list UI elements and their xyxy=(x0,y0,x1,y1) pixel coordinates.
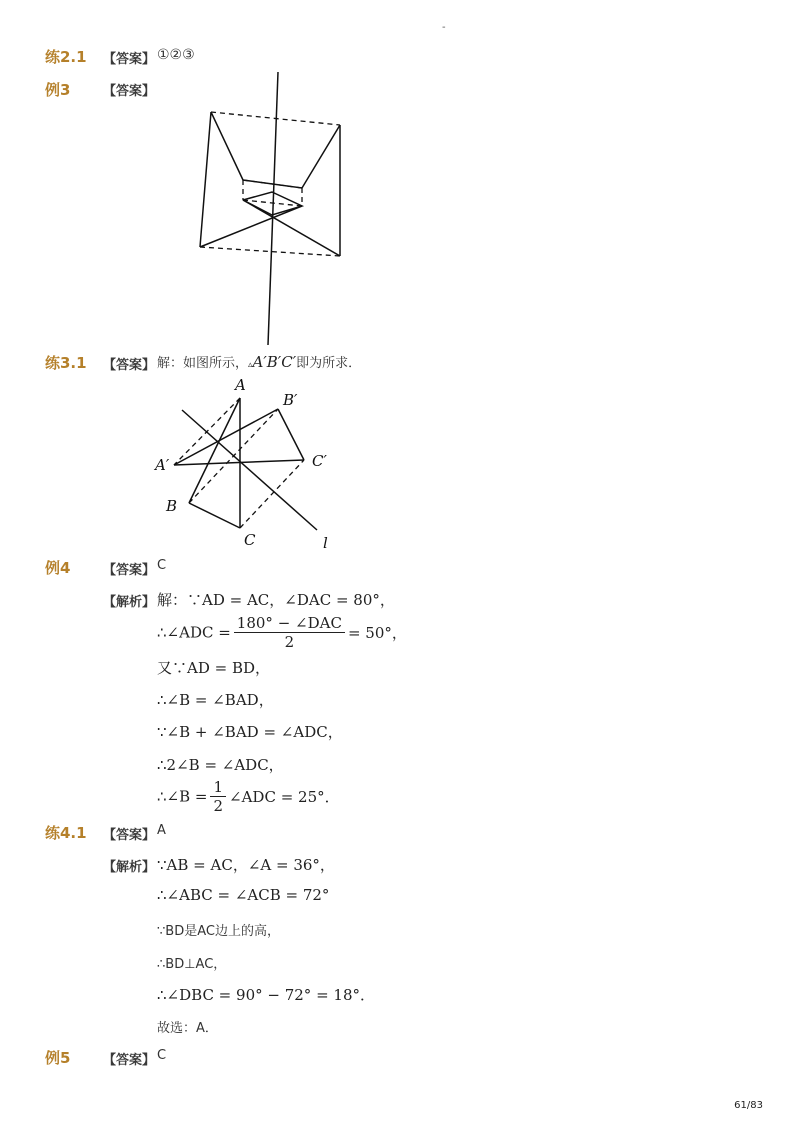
li4-line-2-rhs: = 50°， xyxy=(347,624,407,642)
answer-li5: C xyxy=(157,1048,167,1063)
answer-label-li5: 【答案】 xyxy=(103,1053,156,1068)
point-B: B xyxy=(166,497,178,515)
li4-line-7-lhs: ∴∠B = xyxy=(157,787,208,806)
tag-li4: 例4 xyxy=(45,559,71,577)
triangle-symbol: ▵ xyxy=(248,360,253,370)
answer-label-lian41: 【答案】 xyxy=(103,828,156,843)
answer-label-li4: 【答案】 xyxy=(103,563,156,578)
point-C: C xyxy=(244,531,256,549)
li4-line-4: ∴∠B = ∠BAD， xyxy=(157,691,274,709)
fraction-180-denominator: 2 xyxy=(284,633,295,651)
li4-line-2-lhs: ∴∠ADC = xyxy=(157,623,231,642)
answer-label-li3: 【答案】 xyxy=(103,84,156,99)
answer-label-lian21: 【答案】 xyxy=(103,52,156,67)
header-mark: - xyxy=(442,22,446,33)
answer-lian41: A xyxy=(157,823,166,838)
fraction-half xyxy=(210,778,226,815)
fraction-half-numerator: 1 xyxy=(210,778,226,797)
li4-line-5: ∵∠B + ∠BAD = ∠ADC， xyxy=(157,723,343,741)
point-A: A xyxy=(235,376,246,394)
triangle-name: A′B′C′ xyxy=(252,353,297,371)
analysis-label-li4: 【解析】 xyxy=(103,595,156,610)
tag-lian31: 练3.1 xyxy=(45,354,87,372)
point-B1: B′ xyxy=(283,391,298,409)
tag-li3: 例3 xyxy=(45,81,71,99)
tag-lian21: 练2.1 xyxy=(45,48,87,66)
page-number: 61/83 xyxy=(734,1100,763,1111)
fraction-180-numerator: 180° − ∠DAC xyxy=(234,614,345,633)
li4-line-7 xyxy=(157,778,340,815)
li4-line-1: 解：∵AD = AC，∠DAC = 80°， xyxy=(157,591,395,609)
answer-li4: C xyxy=(157,558,167,573)
tag-lian41: 练4.1 xyxy=(45,824,87,842)
fraction-half-denominator: 2 xyxy=(213,797,224,815)
point-C1: C′ xyxy=(312,452,327,470)
answer-label-lian31: 【答案】 xyxy=(103,358,156,373)
point-l: l xyxy=(323,534,328,552)
lian41-line-4: ∴BD⊥AC， xyxy=(157,957,227,972)
lian41-line-3: ∵BD是AC边上的高， xyxy=(157,924,280,939)
reflection-line xyxy=(182,410,317,530)
lian41-line-6: 故选：A． xyxy=(157,1021,218,1036)
lian41-line-2: ∴∠ABC = ∠ACB = 72° xyxy=(157,886,330,904)
li4-line-2 xyxy=(157,614,407,651)
answer-lian21: ①②③ xyxy=(157,47,195,63)
li4-line-6: ∴2∠B = ∠ADC， xyxy=(157,756,284,774)
li4-line-7-rhs: ∠ADC = 25°． xyxy=(229,788,340,806)
lian41-line-5: ∴∠DBC = 90° − 72° = 18°． xyxy=(157,986,375,1004)
lian41-line-1: ∵AB = AC，∠A = 36°， xyxy=(157,856,335,874)
tag-li5: 例5 xyxy=(45,1049,71,1067)
fraction-180 xyxy=(234,614,345,651)
li4-line-3: 又∵AD = BD， xyxy=(157,659,271,677)
lian31-text-suffix: 即为所求． xyxy=(296,356,362,371)
lian31-text-prefix: 解：如图所示， xyxy=(157,356,249,371)
analysis-label-lian41: 【解析】 xyxy=(103,860,156,875)
point-A1: A′ xyxy=(155,456,170,474)
